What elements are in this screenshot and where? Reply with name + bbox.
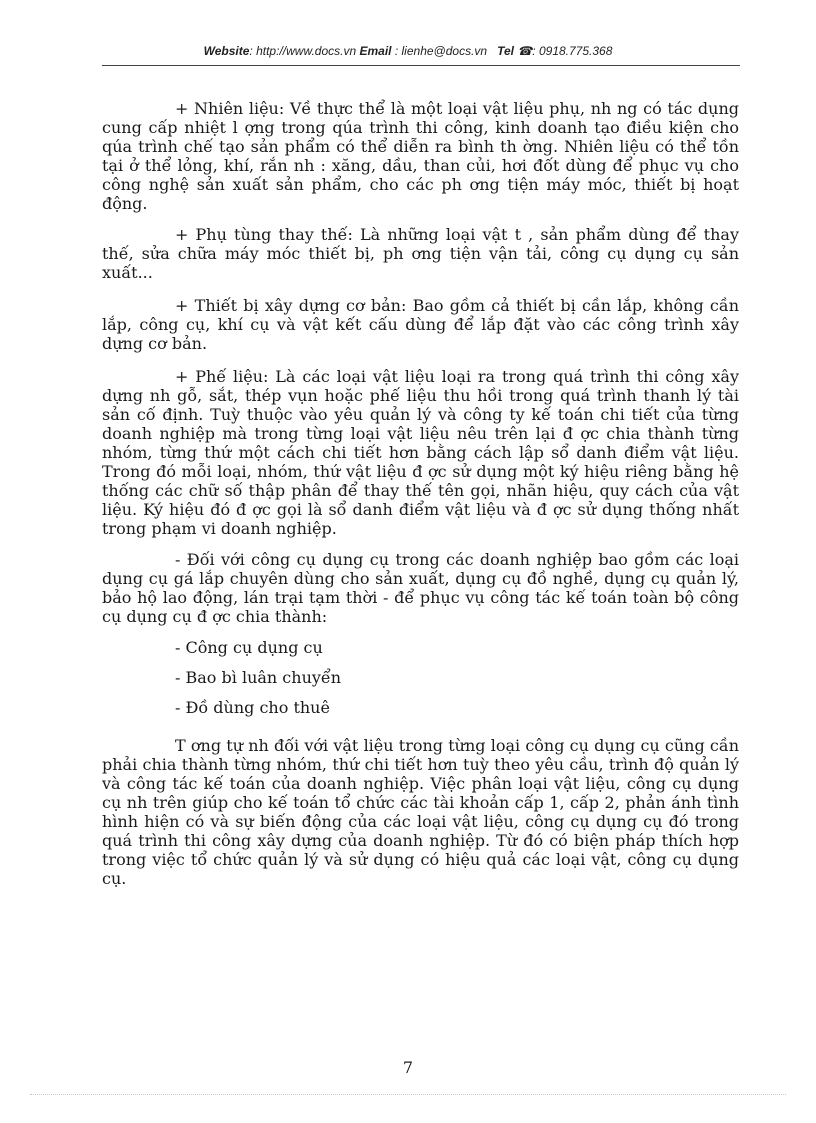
page-bottom-border	[30, 1094, 786, 1095]
tel-label: Tel	[497, 44, 514, 58]
page-header	[0, 44, 816, 58]
paragraph-summary: T ơng tự nh đối với vật liệu trong từng loại công cụ dụng cụ cũng cần phải chia thành từng nhóm, thứ chi tiết hơn tuỳ theo yêu cầu, trình độ quản lý và công tác kế toán của doanh nghiệp. Việc phân loại vật liệu, công cụ dụng cụ nh trên giúp cho kế toán tổ chức các tài khoản cấp 1, cấp 2, phản ánh tình hình hiện có và sự biến động của các loại vật liệu, công cụ dụng cụ đó trong quá trình thi công xây dựng của doanh nghiệp. Từ đó có biện pháp thích hợp trong việc tổ chức quản lý và sử dụng có hiệu quả các loại vật, công cụ dụng cụ.	[102, 736, 739, 888]
list-item-rental: - Đồ dùng cho thuê	[175, 698, 330, 717]
email-value: : lienhe@docs.vn	[394, 44, 488, 58]
header-divider	[102, 65, 740, 66]
paragraph-tools: - Đối với công cụ dụng cụ trong các doanh nghiệp bao gồm các loại dụng cụ gá lắp chuyên dùng cho sản xuất, dụng cụ đồ nghề, dụng cụ quản lý, bảo hộ lao động, lán trại tạm thời - để phục vụ công tác kế toán toàn bộ công cụ dụng cụ đ ợc chia thành:	[102, 550, 739, 626]
tel-value: : 0918.775.368	[532, 44, 613, 58]
list-item-packaging: - Bao bì luân chuyển	[175, 668, 342, 687]
paragraph-scrap: + Phế liệu: Là các loại vật liệu loại ra trong quá trình thi công xây dựng nh gỗ, sắt, thép vụn hoặc phế liệu thu hồi trong quá trình thanh lý tài sản cố định. Tuỳ thuộc vào yêu quản lý và công ty kế toán chi tiết của từng doanh nghiệp mà trong từng loại vật liệu nêu trên lại đ ợc chia thành từng nhóm, từng thứ một cách chi tiết hơn bằng cách lập sổ danh điểm vật liệu. Trong đó mỗi loại, nhóm, thứ vật liệu đ ợc sử dụng một ký hiệu riêng bằng hệ thống các chữ số thập phân để thay thế tên gọi, nhãn hiệu, quy cách của vật liệu. Ký hiệu đó đ ợc gọi là sổ danh điểm vật liệu và đ ợc sử dụng thống nhất trong phạm vi doanh nghiệp.	[102, 367, 739, 538]
email-label: Email	[359, 44, 392, 58]
paragraph-fuel: + Nhiên liệu: Về thực thể là một loại vật liệu phụ, nh ng có tác dụng cung cấp nhiệt l ợng trong qúa trình thi công, kinh doanh tạo điều kiện cho qúa trình chế tạo sản phẩm có thể diễn ra bình th ờng. Nhiên liệu có thể tồn tại ở thể lỏng, khí, rắn nh : xăng, dầu, than củi, hơi đốt dùng để phục vụ cho công nghệ sản xuất sản phẩm, cho các ph ơng tiện máy móc, thiết bị hoạt động.	[102, 99, 739, 213]
website-label: Website	[203, 44, 250, 58]
website-value: : http://www.docs.vn	[249, 44, 357, 58]
phone-icon: ☎	[517, 44, 533, 58]
paragraph-spare-parts: + Phụ tùng thay thế: Là những loại vật t , sản phẩm dùng để thay thế, sửa chữa máy móc thiết bị, ph ơng tiện vận tải, công cụ dụng cụ sản xuất...	[102, 225, 739, 282]
page-number: 7	[402, 1058, 414, 1077]
list-item-tools: - Công cụ dụng cụ	[175, 638, 323, 657]
paragraph-construction-equipment: + Thiết bị xây dựng cơ bản: Bao gồm cả thiết bị cần lắp, không cần lắp, công cụ, khí cụ và vật kết cấu dùng để lắp đặt vào các công trình xây dựng cơ bản.	[102, 296, 739, 353]
document-body	[102, 99, 739, 900]
